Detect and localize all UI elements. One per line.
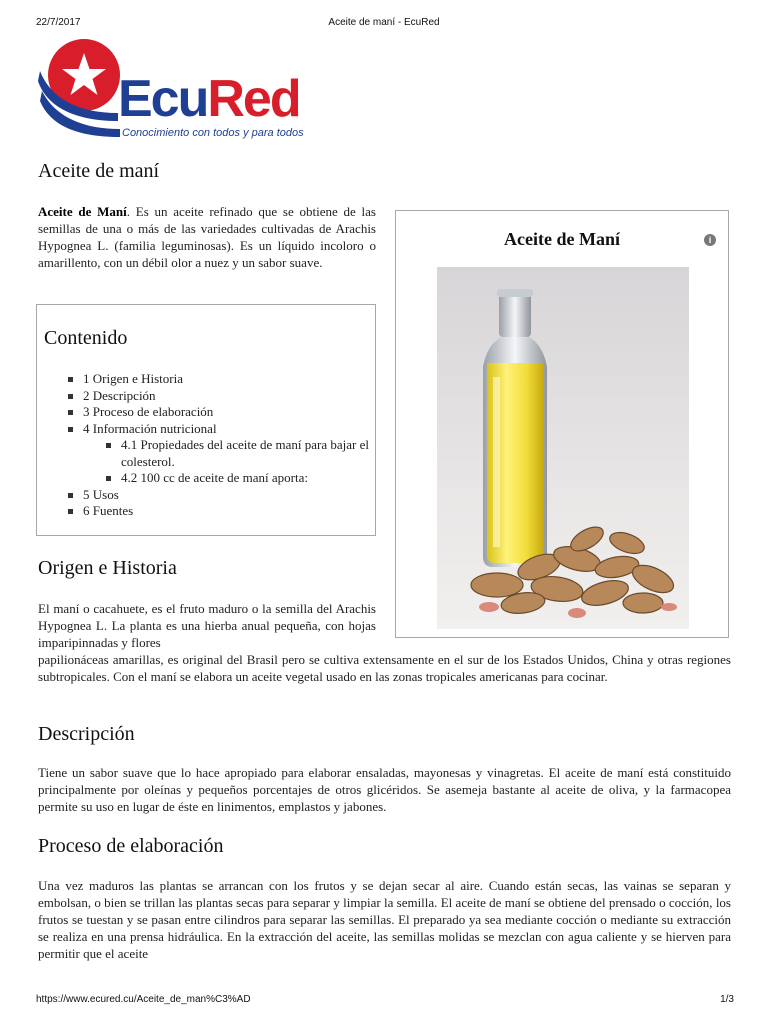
descripcion-paragraph: Tiene un sabor suave que lo hace apropiado para elaborar ensaladas, mayonesas y vinagretas. El aceite de maní está constituido principalmente por oleínas y pequeños porcentajes de otros glicéridos. Se asemeja bastante al aceite de oliva, y la farmacopea permite su uso en lugar de éste en linimentos, emplastos y jabones. [38,765,731,814]
origen-paragraph-wide: papilionáceas amarillas, es original del Brasil pero se cultiva extensamente en el sur de los Estados Unidos, China y otras regiones subtropicales. Con el maní se elabora un aceite vegetal usado en las zonas tropicales americanas para cocinar. [38,652,731,684]
toc-sublist [105,437,373,487]
toc-subitem-aporta[interactable]: 4.2 100 cc de aceite de maní aporta: [105,470,373,487]
print-page-number: 1/3 [720,994,734,1005]
print-date: 22/7/2017 [36,17,81,28]
ecured-logo[interactable] [36,33,346,145]
toc-list [67,371,373,520]
infobox-title: Aceite de Maní [504,229,620,249]
toc-item-usos[interactable]: 5 Usos [67,487,373,504]
proceso-paragraph: Una vez maduros las plantas se arrancan con los frutos y se dejan secar al aire. Cuando están secas, las vainas se separan y embolsan, o bien se trillan las plantas secas para separar y limpiar la semilla. El aceite de maní se obtiene del prensado o cocción, los frutos se tuestan y se pasan entre cilindros para separar las semillas. El preparado ya sea mediante cocción o mediante su extracción se realiza en una prensa hidráulica. En la extracción del aceite, las semillas molidas se mezclan con agua caliente y se hierven para permitir que el aceite [38,878,731,961]
toc-subitem-propiedades[interactable]: 4.1 Propiedades del aceite de maní para bajar el colesterol. [105,437,373,470]
section-title-proceso: Proceso de elaboración [38,835,224,857]
intro-bold-term: Aceite de Maní [38,204,127,219]
logo-tagline: Conocimiento con todos y para todos [122,127,304,139]
cuban-flag-star-icon [36,33,126,145]
intro-text: . Es un aceite refinado que se obtiene de las semillas de una o más de las variedades cultivadas de Arachis Hypognea L. (familia leguminosas). Es un líquido incoloro o amarillento, con un débil olor a nuez y un sabor suave. [38,204,376,270]
print-footer [0,994,768,1008]
info-icon[interactable]: i [704,234,716,246]
page-title: Aceite de maní [38,160,160,182]
toc-item-informacion[interactable]: 4 Información nutricional 4.1 Propiedades del aceite de maní para bajar el colesterol. 4.2 100 cc de aceite de maní aporta: [67,421,373,487]
section-title-origen: Origen e Historia [38,557,177,579]
toc-item-descripcion[interactable]: 2 Descripción [67,388,373,405]
toc-item-fuentes[interactable]: 6 Fuentes [67,503,373,520]
intro-paragraph [38,203,376,271]
toc-item-origen[interactable]: 1 Origen e Historia [67,371,373,388]
toc-title: Contenido [44,327,128,349]
peanut-oil-bottle-image[interactable] [437,267,689,629]
table-of-contents [36,304,376,536]
print-page-title: Aceite de maní - EcuRed [328,17,440,28]
print-header [0,17,768,31]
section-title-descripcion: Descripción [38,723,135,745]
toc-item-proceso[interactable]: 3 Proceso de elaboración [67,404,373,421]
print-url: https://www.ecured.cu/Aceite_de_man%C3%AD [36,994,251,1005]
origen-paragraph-narrow: El maní o cacahuete, es el fruto maduro o la semilla del Arachis Hypognea L. La planta es una hierba anual pequeña, con hojas imparipinnadas y flores [38,601,376,650]
infobox [395,210,729,638]
logo-wordmark: EcuRed [118,70,300,128]
